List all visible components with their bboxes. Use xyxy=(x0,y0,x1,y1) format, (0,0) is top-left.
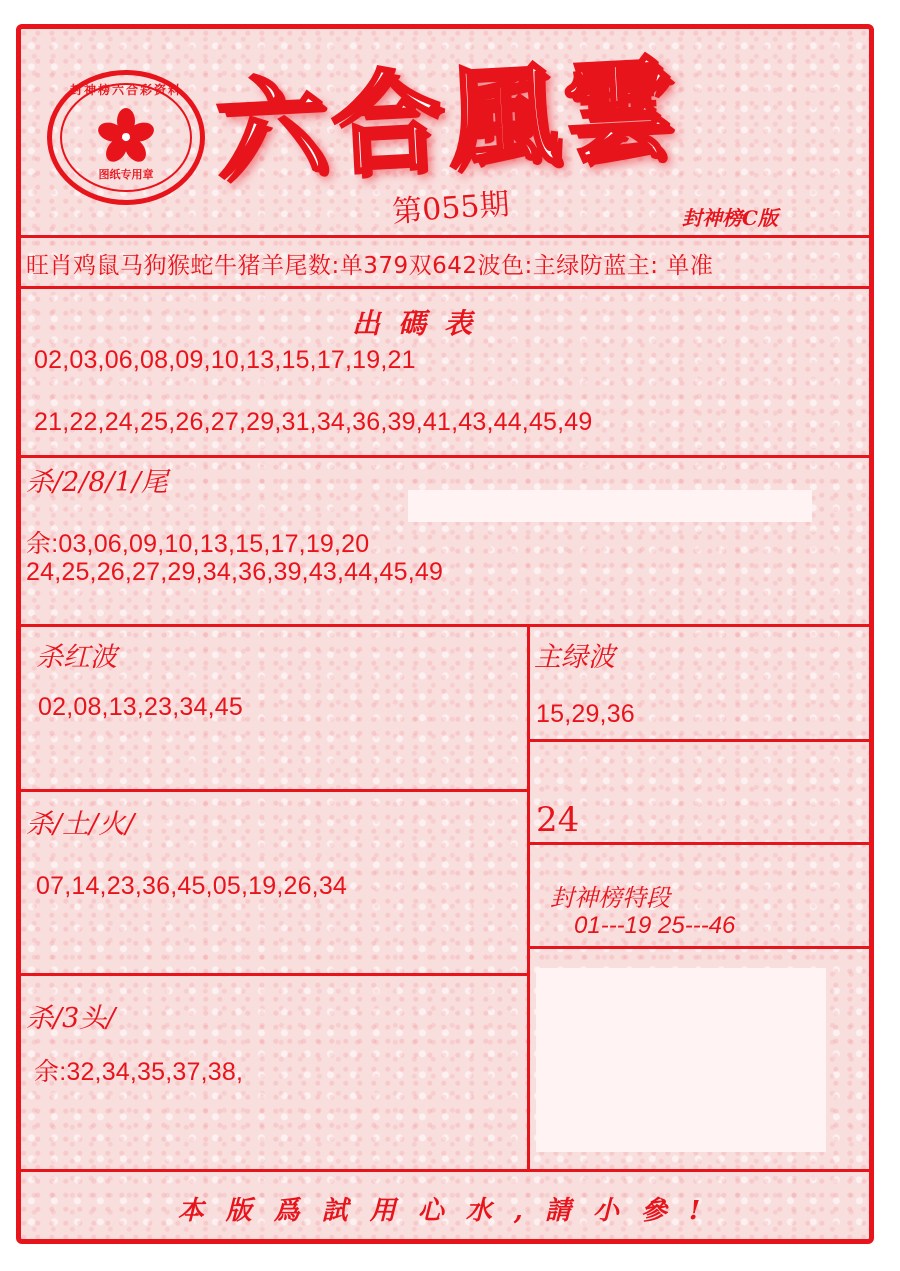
main-green-label: 主绿波 xyxy=(534,642,615,673)
footer-note: 本版爲試用心水,請小參! xyxy=(177,1196,723,1226)
zodiac-summary: 旺肖鸡鼠马狗猴蛇牛猪羊尾数:单379双642波色:主绿防蓝主: 单准 xyxy=(26,253,714,279)
divider-right-2 xyxy=(527,842,870,845)
kill-red-values: 02,08,13,23,34,45 xyxy=(38,693,243,721)
kill-tail-row-1: 余:03,06,09,10,13,15,17,19,20 xyxy=(26,530,370,558)
kill-elements-label: 杀/土/火/ xyxy=(26,809,135,840)
divider-vertical-middle xyxy=(527,624,530,1172)
divider-header xyxy=(18,235,870,238)
draw-row-2: 21,22,24,25,26,27,29,31,34,36,39,41,43,44,45,49 xyxy=(34,408,593,436)
kill-red-label: 杀红波 xyxy=(36,642,117,673)
divider-right-1 xyxy=(527,739,870,742)
kill-tail-label: 杀/2/8/1/尾 xyxy=(26,467,168,498)
kill-tail-row-2: 24,25,26,27,29,34,36,39,43,44,45,49 xyxy=(26,558,444,586)
draw-table-title: 出碼表 xyxy=(352,307,491,340)
official-seal xyxy=(47,70,205,205)
special-section-label: 封神榜特段 xyxy=(550,884,670,912)
brand-title: 六合風雲 xyxy=(212,42,683,197)
kill-head-label: 杀/3头/ xyxy=(26,1003,116,1034)
divider-left-2 xyxy=(18,973,530,976)
blank-panel-top xyxy=(408,490,812,522)
bauhinia-flower-icon xyxy=(96,107,156,167)
special-section-ranges: 01---19 25---46 xyxy=(574,912,736,939)
seal-footer-text: 图纸专用章 xyxy=(98,168,154,181)
divider-left-1 xyxy=(18,789,530,792)
divider-right-3 xyxy=(527,946,870,949)
single-number: 24 xyxy=(536,800,580,840)
divider-draw-table xyxy=(18,455,870,458)
issue-number: 第055期 xyxy=(391,186,511,231)
edition-label: 封神榜C版 xyxy=(682,206,778,230)
kill-head-values: 余:32,34,35,37,38, xyxy=(34,1058,244,1086)
draw-row-1: 02,03,06,08,09,10,13,15,17,19,21 xyxy=(34,346,416,374)
divider-kill-tail xyxy=(18,624,870,627)
seal-arc-text: 封神榜六合彩资料 xyxy=(69,83,182,97)
blank-panel-bottom xyxy=(536,968,826,1152)
main-green-values: 15,29,36 xyxy=(536,700,635,728)
kill-elements-values: 07,14,23,36,45,05,19,26,34 xyxy=(36,872,348,900)
divider-footer xyxy=(18,1169,870,1172)
divider-zodiac xyxy=(18,286,870,289)
